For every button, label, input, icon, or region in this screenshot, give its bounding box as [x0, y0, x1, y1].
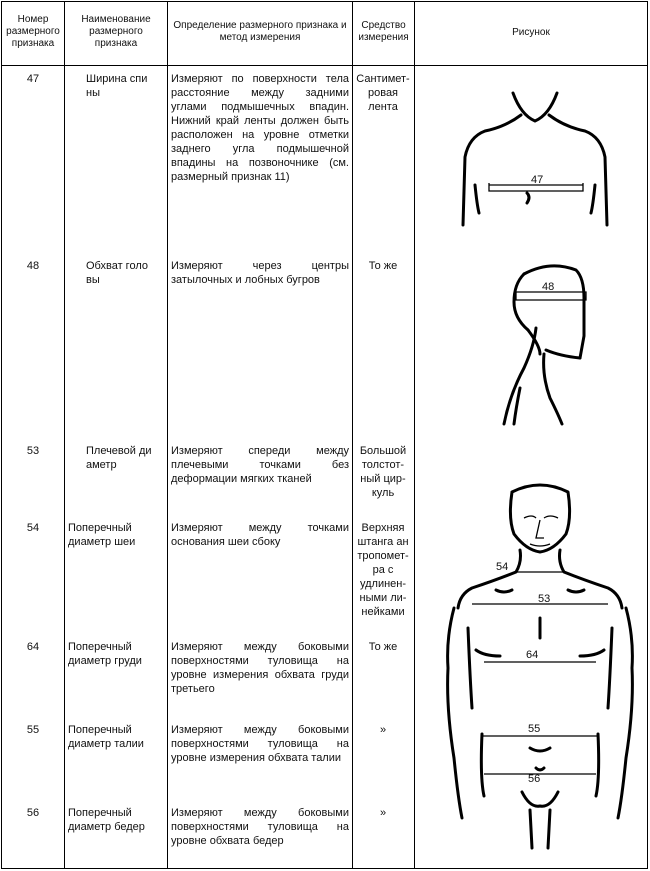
row-definition: Измеряют между боковыми поверхностями туловища на уровне измерения обхвата груди третьего — [171, 641, 349, 695]
header-tool: Средство измерения — [358, 20, 409, 43]
row-tool: То же — [368, 260, 398, 272]
header-name: Наименование размерного признака — [81, 14, 151, 49]
fig-label-53: 53 — [538, 593, 551, 605]
row-name: Поперечный диаметр груди — [68, 641, 142, 667]
row-tool: То же — [368, 641, 398, 653]
row-tool: Сантимет- ровая лента — [356, 73, 410, 113]
row-name: Поперечный диаметр бедер — [68, 807, 145, 833]
fig-label-55: 55 — [528, 723, 541, 735]
fig-label-48: 48 — [542, 281, 555, 293]
row-definition: Измеряют между боковыми поверхностями туловища на уровне обхвата бедер — [171, 807, 349, 847]
row-number: 53 — [26, 445, 40, 457]
row-tool: Верхняя штанга ан тропомет- ра с удлинен- ными ли- нейками — [357, 522, 409, 618]
fig-label-54: 54 — [496, 561, 509, 573]
row-number: 55 — [26, 724, 40, 736]
row-definition: Измеряют через центры затылочных и лобных бугров — [171, 260, 349, 286]
head-girth-figure — [480, 258, 600, 428]
row-definition: Измеряют по поверхности тела расстояние между задними углами подмышечных впадин. Нижний край ленты должен быть расположен на уровне отметки заднего угла подмышечной впадины на позвоночнике (см. размерный признак 11) — [171, 73, 349, 183]
torso-diameters-figure — [440, 478, 650, 863]
row-number: 54 — [26, 522, 40, 534]
row-number: 47 — [26, 73, 40, 85]
row-definition: Измеряют между боковыми поверхностями туловища на уровне измерения обхвата талии — [171, 724, 349, 764]
fig-label-56: 56 — [528, 773, 541, 785]
row-tool: » — [379, 807, 387, 819]
row-name: Поперечный диаметр талии — [68, 724, 144, 750]
row-name: Плечевой ди аметр — [86, 445, 152, 471]
row-definition: Измеряют между точками основания шеи сбоку — [171, 522, 349, 548]
row-name: Обхват голо вы — [86, 260, 148, 286]
row-name: Поперечный диаметр шеи — [68, 522, 136, 548]
row-tool: Большой толстот- ный цир- куль — [359, 445, 407, 499]
fig-label-64: 64 — [526, 649, 539, 661]
row-definition: Измеряют спереди между плечевыми точками без деформации мягких тканей — [171, 445, 349, 485]
row-tool: » — [379, 724, 387, 736]
back-width-figure — [455, 85, 615, 235]
row-name: Ширина спи ны — [86, 73, 148, 99]
header-definition: Определение размерного признака и метод измерения — [173, 20, 347, 43]
header-figure: Рисунок — [512, 27, 550, 38]
row-number: 64 — [26, 641, 40, 653]
fig-label-47: 47 — [531, 174, 544, 186]
row-number: 56 — [26, 807, 40, 819]
row-number: 48 — [26, 260, 40, 272]
header-number: Номер размерного признака — [6, 14, 60, 49]
